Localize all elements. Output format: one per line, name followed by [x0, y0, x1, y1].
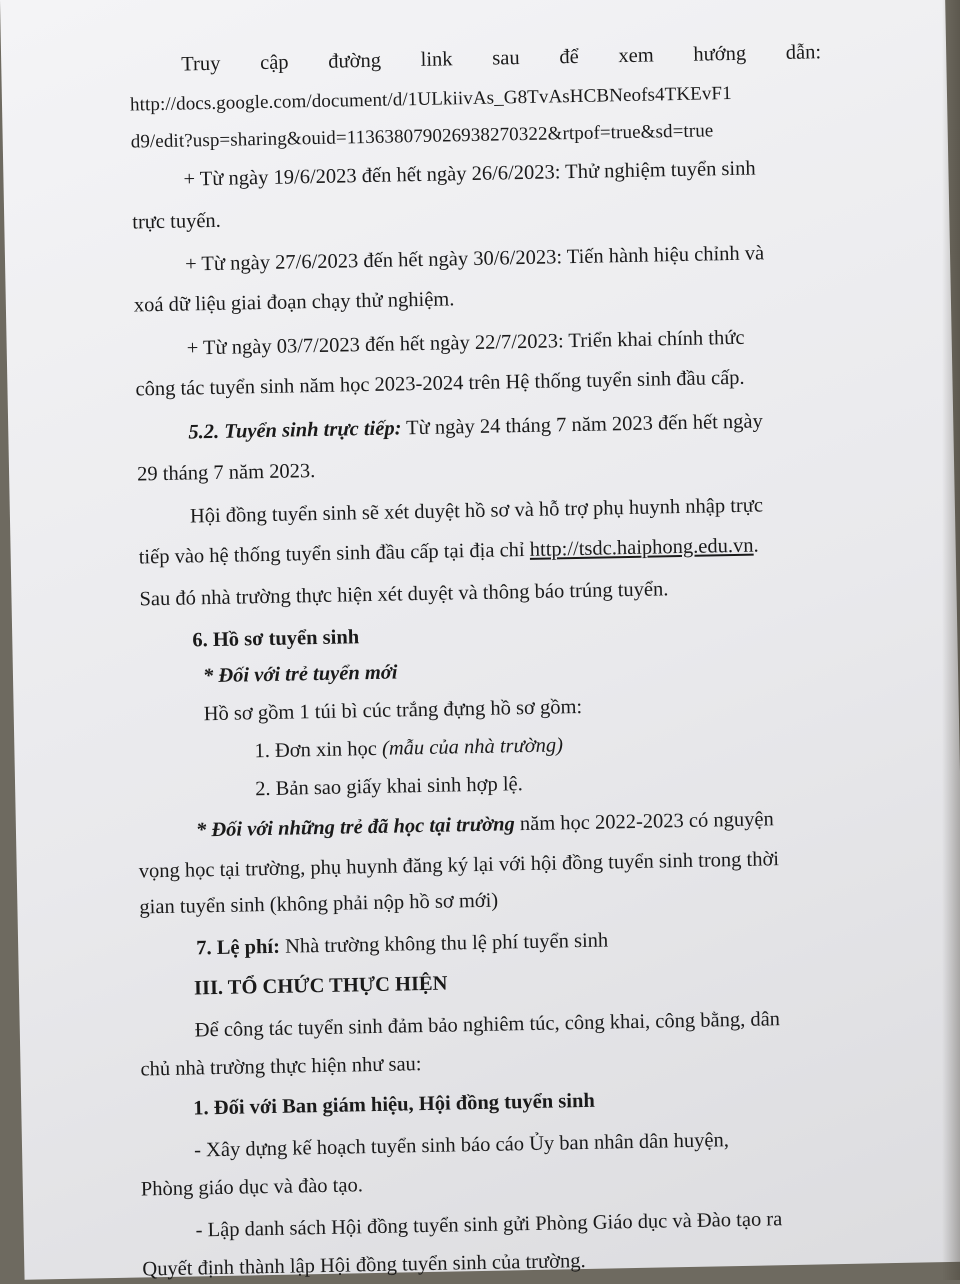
guide-url-line-1[interactable]: http://docs.google.com/document/d/1ULkiivAs_G8TvAsHCBNeofs4TKEvF1	[129, 82, 732, 116]
dossier-item-1-note: (mẫu của nhà trường)	[381, 734, 564, 760]
section-7	[196, 929, 608, 961]
section-7-label: 7. Lệ phí:	[196, 935, 281, 960]
task-plan-cont: Phòng giáo dục và đào tạo.	[140, 1174, 364, 1201]
tsdc-link[interactable]: http://tsdc.haiphong.edu.vn	[529, 534, 754, 561]
dossier-item-2: 2. Bản sao giấy khai sinh hợp lệ.	[254, 773, 523, 801]
word: để	[559, 45, 579, 69]
guide-url-line-2[interactable]: d9/edit?usp=sharing&ouid=113638079026938270322&rtpof=true&sd=true	[130, 120, 714, 153]
dossier-description: Hồ sơ gồm 1 túi bì cúc trắng đựng hồ sơ gồm:	[203, 695, 583, 726]
implementation-intro-cont: chủ nhà trường thực hiện như sau:	[140, 1053, 422, 1081]
word: Truy	[181, 52, 221, 76]
word: sau	[492, 47, 520, 70]
word: cập	[259, 51, 289, 75]
task-list-cont: Quyết định thành lập Hội đồng tuyển sinh của trường.	[142, 1249, 586, 1281]
section-6-heading: 6. Hồ sơ tuyển sinh	[192, 626, 360, 652]
implementation-intro: Để công tác tuyển sinh đảm bảo nghiêm túc, công khai, công bằng, dân	[194, 1008, 781, 1042]
dossier-item-1	[254, 733, 563, 763]
schedule-item-trial-cont: trực tuyến.	[132, 209, 222, 234]
word: link	[420, 48, 453, 71]
word: dẫn:	[785, 41, 822, 64]
task-plan: - Xây dựng kế hoạch tuyển sinh báo cáo Ủy ban nhân dân huyện,	[193, 1129, 730, 1162]
returning-children-text: năm học 2022-2023 có nguyện	[514, 808, 774, 836]
schedule-item-correction: + Từ ngày 27/6/2023 đến hết ngày 30/6/2023: Tiến hành hiệu chỉnh và	[184, 242, 765, 276]
returning-children-end: gian tuyển sinh (không phải nộp hồ sơ mới)	[139, 889, 499, 919]
section-5-2-cont: 29 tháng 7 năm 2023.	[136, 460, 316, 486]
paragraph-council: Hội đồng tuyển sinh sẽ xét duyệt hồ sơ và hỗ trợ phụ huynh nhập trực	[189, 494, 764, 528]
text-line-access-link	[181, 40, 821, 76]
period: .	[753, 534, 759, 557]
schedule-item-correction-cont: xoá dữ liệu giai đoạn chạy thử nghiệm.	[133, 288, 455, 317]
address-text: tiếp vào hệ thống tuyển sinh đầu cấp tại địa chỉ	[138, 538, 530, 569]
section-5-2-text: Từ ngày 24 tháng 7 năm 2023 đến hết ngày	[401, 410, 764, 440]
schedule-item-official-cont: công tác tuyển sinh năm học 2023-2024 trên Hệ thống tuyển sinh đầu cấp.	[135, 366, 745, 401]
section-7-text: Nhà trường không thu lệ phí tuyển sinh	[279, 929, 609, 958]
schedule-item-official: + Từ ngày 03/7/2023 đến hết ngày 22/7/2023: Triển khai chính thức	[186, 326, 745, 360]
word: đường	[328, 49, 382, 73]
returning-children-label: * Đối với những trẻ đã học tại trường	[195, 813, 515, 842]
page-edge-shadow	[942, 0, 960, 1280]
section-5-2-label: 5.2. Tuyển sinh trực tiếp:	[188, 417, 402, 444]
paragraph-council-end: Sau đó nhà trường thực hiện xét duyệt và thông báo trúng tuyển.	[139, 578, 669, 611]
section-5-2	[188, 409, 763, 444]
dossier-item-1-text: 1. Đơn xin học	[254, 737, 383, 763]
schedule-item-trial: + Từ ngày 19/6/2023 đến hết ngày 26/6/2023: Thử nghiệm tuyển sinh	[183, 157, 756, 191]
paragraph-council-cont	[138, 534, 758, 570]
new-children-subheading: * Đối với trẻ tuyển mới	[202, 661, 398, 688]
returning-children	[196, 807, 774, 842]
word: hướng	[693, 42, 747, 66]
returning-children-cont: vọng học tại trường, phụ huynh đăng ký lại với hội đồng tuyển sinh trong thời	[138, 848, 780, 883]
task-list: - Lập danh sách Hội đồng tuyển sinh gửi Phòng Giáo dục và Đào tạo ra	[195, 1208, 783, 1242]
word: xem	[618, 44, 654, 68]
section-iii-heading: III. TỔ CHỨC THỰC HIỆN	[193, 972, 448, 1000]
subsection-1-heading: 1. Đối với Ban giám hiệu, Hội đồng tuyển sinh	[193, 1089, 595, 1120]
